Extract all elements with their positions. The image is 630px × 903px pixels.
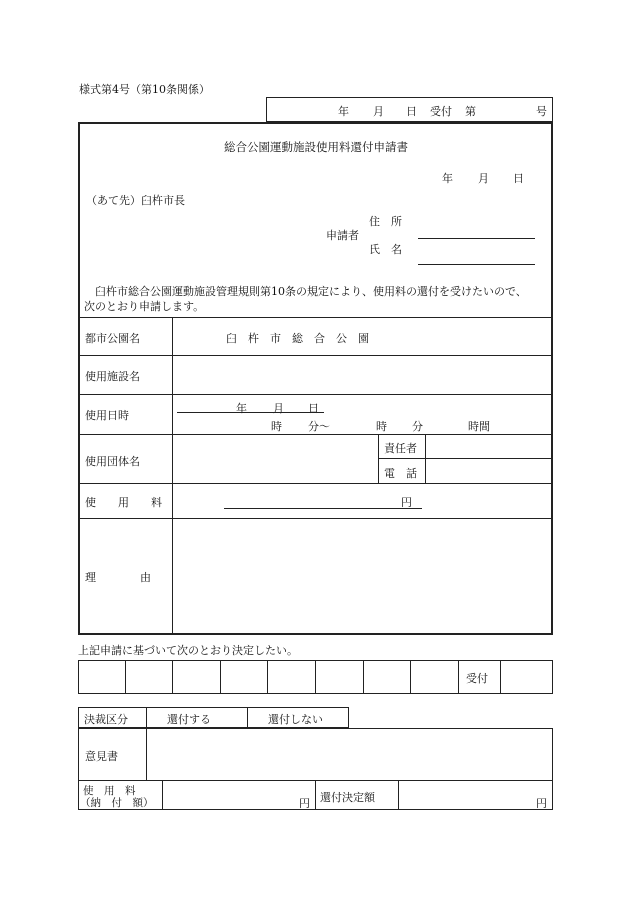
opinion-label-divider [146,728,147,780]
dt-day: 日 [308,402,319,415]
address-underline [418,238,535,239]
applicant-label: 申請者 [326,229,359,242]
park-value: 臼 杵 市 総 合 公 園 [226,332,369,345]
body-text-2: 次のとおり申請します。 [84,300,205,313]
fee-yen: 円 [401,496,412,509]
body-text-1: 臼杵市総合公園運動施設管理規則第10条の規定により、使用料の還付を受けたいので、 [95,285,527,298]
stamp-divider-9 [500,660,501,694]
stamp-divider-8 [458,660,459,694]
dt-hours: 時間 [468,420,490,433]
row-line-1 [79,317,552,318]
fee-underline [224,508,422,509]
fee-label-divider [162,780,163,810]
addressee: （あて先）臼杵市長 [86,194,185,207]
row-line-2 [79,355,552,356]
dt-year: 年 [236,402,247,415]
refund-amount-divider-1 [315,780,316,810]
row-line-5 [79,483,552,484]
fee-label: 使 用 料 [85,496,162,509]
form-number: 様式第4号（第10条関係） [79,83,210,96]
dt-month: 月 [273,402,284,415]
datetime-label: 使用日時 [85,409,129,422]
refund-no: 還付しない [268,713,323,726]
receipt-month: 月 [373,105,384,118]
phone-label: 電 話 [384,467,417,480]
responsible-label: 責任者 [384,442,417,455]
category-label: 決裁区分 [84,713,128,726]
refund-amount-label: 還付決定額 [320,791,375,804]
name-label: 氏 名 [369,243,402,256]
opinion-label: 意見書 [85,750,118,763]
stamp-receipt-label: 受付 [466,672,488,685]
form-title: 総合公園運動施設使用料還付申請書 [224,140,408,154]
row-line-3 [79,394,552,395]
category-divider-2 [247,707,248,728]
refund-amount-yen: 円 [536,797,547,810]
receipt-day: 日 [406,105,417,118]
name-underline [418,264,535,265]
receipt-uketsuke: 受付 [430,105,452,118]
paid-fee-yen: 円 [299,797,310,810]
date-day: 日 [513,172,524,185]
paid-fee-label-2: （納 付 額） [80,797,154,809]
date-year: 年 [442,172,453,185]
dt-date-underline [177,412,324,413]
group-label: 使用団体名 [85,455,140,468]
receipt-year: 年 [338,105,349,118]
row-line-4 [79,434,552,435]
address-label: 住 所 [369,215,402,228]
receipt-go: 号 [536,105,547,118]
paid-fee-label-1: 使 用 料 [83,785,136,797]
row-line-6 [79,518,552,519]
category-divider-1 [146,707,147,728]
refund-amount-divider-2 [398,780,399,810]
stamp-divider-1 [125,660,126,694]
dt-minute-from: 分〜 [308,420,330,433]
reason-label: 理 由 [85,571,151,584]
facility-label: 使用施設名 [85,370,140,383]
park-label: 都市公園名 [85,332,140,345]
label-column-line [172,317,173,634]
dt-hour: 時 [271,420,282,433]
date-month: 月 [478,172,489,185]
stamp-divider-6 [363,660,364,694]
stamp-divider-3 [220,660,221,694]
stamp-divider-7 [410,660,411,694]
refund-yes: 還付する [167,713,211,726]
stamp-divider-4 [267,660,268,694]
stamp-divider-2 [172,660,173,694]
receipt-dai: 第 [465,105,476,118]
dt-hour-2: 時 [376,420,387,433]
stamp-divider-5 [315,660,316,694]
decision-text: 上記申請に基づいて次のとおり決定したい。 [78,644,298,657]
dt-minute-2: 分 [412,420,423,433]
group-mid-line [378,458,552,459]
